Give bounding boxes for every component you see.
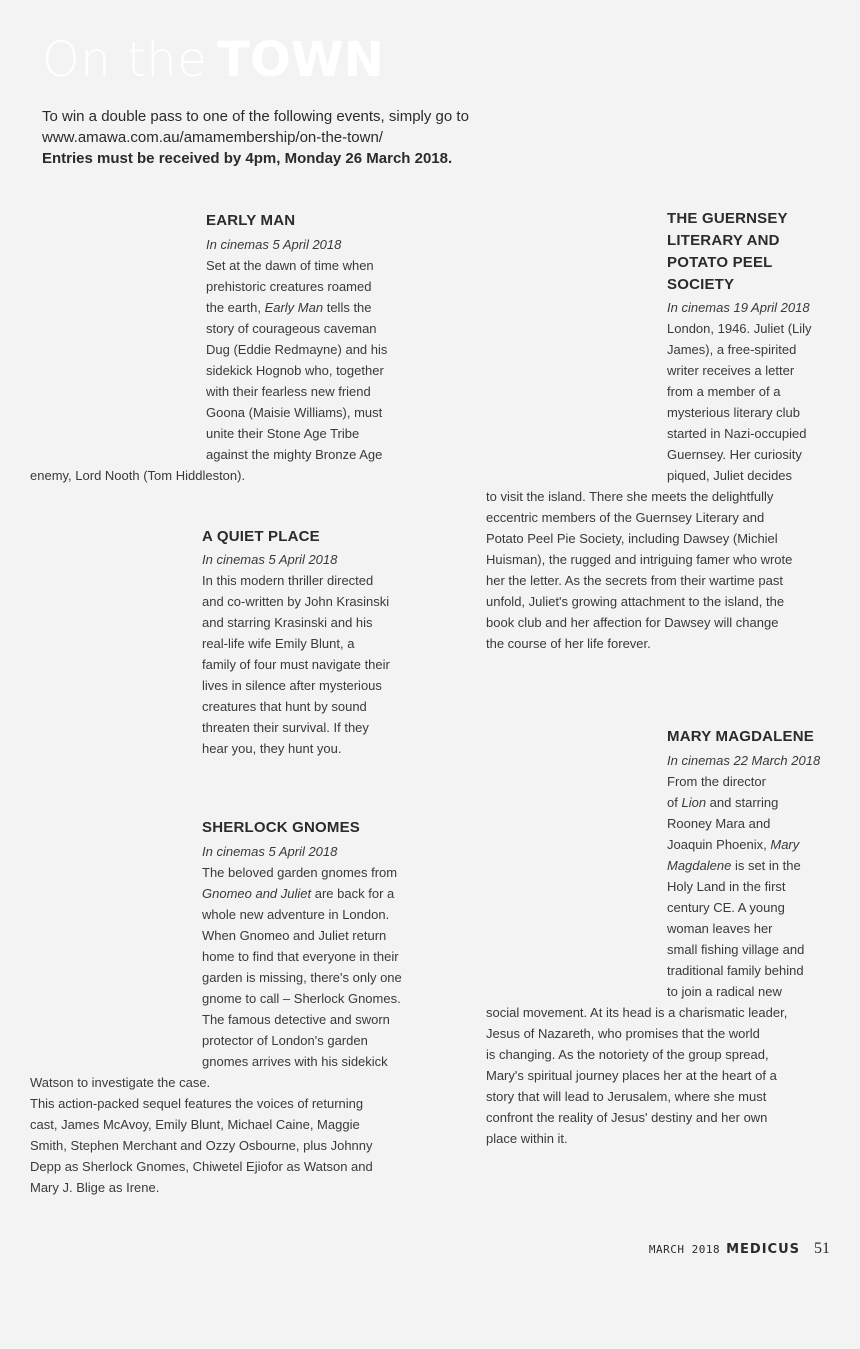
body-line: prehistoric creatures roamed [206, 279, 372, 294]
body-line: Mary's spiritual journey places her at the heart of a [486, 1068, 777, 1083]
body-line: Rooney Mara and [667, 816, 771, 831]
body-line: Dug (Eddie Redmayne) and his [206, 342, 388, 357]
body-line: small fishing village and [667, 942, 805, 957]
quiet-place-body [202, 570, 442, 759]
body-line: James), a free-spirited [667, 342, 797, 357]
body-line: woman leaves her [667, 921, 773, 936]
body-line: Goona (Maisie Williams), must [206, 405, 383, 420]
body-line: confront the reality of Jesus' destiny and her own [486, 1110, 768, 1125]
early-man-date: In cinemas 5 April 2018 [206, 237, 342, 252]
body-line: real-life wife Emily Blunt, a [202, 636, 355, 651]
intro-line: To win a double pass to one of the following events, simply go to [42, 108, 469, 125]
body-line: In this modern thriller directed [202, 573, 374, 588]
body-line: sidekick Hognob who, together [206, 363, 384, 378]
intro-text [42, 106, 602, 169]
sherlock-date: In cinemas 5 April 2018 [202, 844, 338, 859]
body-line: The beloved garden gnomes from [202, 865, 398, 880]
body-line: is changing. As the notoriety of the group spread, [486, 1047, 769, 1062]
body-line: and starring Krasinski and his [202, 615, 373, 630]
body-line: Joaquin Phoenix, Mary [667, 837, 800, 852]
body-line: This action-packed sequel features the voices of returning [30, 1096, 364, 1111]
body-line: enemy, Lord Nooth (Tom Hiddleston). [30, 468, 246, 483]
body-line: gnomes arrives with his sidekick [202, 1054, 388, 1069]
body-line: unfold, Juliet's growing attachment to the island, the [486, 594, 785, 609]
body-line: story that will lead to Jerusalem, where she must [486, 1089, 767, 1104]
body-line: from a member of a [667, 384, 781, 399]
body-line: hear you, they hunt you. [202, 741, 342, 756]
mary-magdalene-body [486, 771, 836, 1149]
body-line: with their fearless new friend [206, 384, 371, 399]
body-line: Smith, Stephen Merchant and Ozzy Osbourne, plus Johnny [30, 1138, 373, 1153]
intro-url: www.amawa.com.au/amamembership/on-the-town/ [42, 129, 383, 146]
early-man-title: EARLY MAN [206, 212, 296, 229]
body-line: whole new adventure in London. [202, 907, 390, 922]
body-line: eccentric members of the Guernsey Literary and [486, 510, 765, 525]
body-line: Set at the dawn of time when [206, 258, 374, 273]
body-line: Jesus of Nazareth, who promises that the world [486, 1026, 760, 1041]
body-line: lives in silence after mysterious [202, 678, 382, 693]
body-line: to visit the island. There she meets the delightfully [486, 489, 774, 504]
quiet-place-date: In cinemas 5 April 2018 [202, 552, 338, 567]
mary-magdalene-title: MARY MAGDALENE [667, 728, 814, 745]
film-title: Gnomeo and Juliet [202, 886, 312, 901]
body-line: social movement. At its head is a charismatic leader, [486, 1005, 788, 1020]
page-title [42, 30, 384, 90]
body-line: home to find that everyone in their [202, 949, 399, 964]
body-line: century CE. A young [667, 900, 785, 915]
sherlock-title: SHERLOCK GNOMES [202, 819, 361, 836]
body-line: unite their Stone Age Tribe [206, 426, 360, 441]
body-line: family of four must navigate their [202, 657, 390, 672]
body-line: the earth, Early Man tells the [206, 300, 372, 315]
film-title: Early Man [264, 300, 324, 315]
page-footer [649, 1240, 830, 1262]
body-line: and co-written by John Krasinski [202, 594, 390, 609]
body-line: writer receives a letter [667, 363, 795, 378]
body-line: place within it. [486, 1131, 568, 1146]
body-line: Depp as Sherlock Gnomes, Chiwetel Ejiofor as Watson and [30, 1159, 373, 1174]
body-line: piqued, Juliet decides [667, 468, 793, 483]
body-line: garden is missing, there's only one [202, 970, 402, 985]
body-line: book club and her affection for Dawsey will change [486, 615, 779, 630]
body-line: started in Nazi-occupied [667, 426, 807, 441]
body-line: her the letter. As the secrets from their wartime past [486, 573, 783, 588]
body-line: Holy Land in the first [667, 879, 786, 894]
film-title: Lion [681, 795, 707, 810]
body-line: protector of London's garden [202, 1033, 368, 1048]
page-number: 51 [814, 1240, 830, 1257]
body-line: From the director [667, 774, 766, 789]
body-line: Gnomeo and Juliet are back for a [202, 886, 395, 901]
body-line: cast, James McAvoy, Emily Blunt, Michael Caine, Maggie [30, 1117, 360, 1132]
issue-date: MARCH 2018 [648, 1243, 721, 1256]
body-line: creatures that hunt by sound [202, 699, 367, 714]
body-line: to join a radical new [667, 984, 782, 999]
body-line: Magdalene is set in the [667, 858, 801, 873]
body-line: against the mighty Bronze Age [206, 447, 383, 462]
early-man-body [30, 255, 430, 486]
body-line: Mary J. Blige as Irene. [30, 1180, 160, 1195]
body-line: Huisman), the rugged and intriguing famer who wrote [486, 552, 793, 567]
body-line: When Gnomeo and Juliet return [202, 928, 387, 943]
intro-deadline: Entries must be received by 4pm, Monday 26 March 2018. [42, 150, 453, 167]
body-line: of Lion and starring [667, 795, 779, 810]
guernsey-date: In cinemas 19 April 2018 [667, 300, 810, 315]
body-line: London, 1946. Juliet (Lily [667, 321, 812, 336]
body-line: the course of her life forever. [486, 636, 651, 651]
body-line: Potato Peel Pie Society, including Dawsey (Michiel [486, 531, 778, 546]
film-title: Mary [770, 837, 800, 852]
body-line: story of courageous caveman [206, 321, 377, 336]
title-bold: TOWN [217, 32, 384, 88]
guernsey-title: THE GUERNSEY LITERARY AND POTATO PEEL SOCIETY [667, 210, 788, 293]
body-line: mysterious literary club [667, 405, 800, 420]
guernsey-body [486, 318, 836, 654]
quiet-place-title: A QUIET PLACE [202, 528, 320, 545]
publication-name: MEDICUS [726, 1242, 800, 1257]
body-line: threaten their survival. If they [202, 720, 369, 735]
film-title: Magdalene [667, 858, 732, 873]
body-line: gnome to call – Sherlock Gnomes. [202, 991, 401, 1006]
body-line: Guernsey. Her curiosity [667, 447, 802, 462]
mary-magdalene-date: In cinemas 22 March 2018 [667, 753, 821, 768]
title-light: On the [42, 32, 208, 88]
body-line: The famous detective and sworn [202, 1012, 390, 1027]
sherlock-body [30, 862, 440, 1198]
body-line: traditional family behind [667, 963, 804, 978]
body-line: Watson to investigate the case. [30, 1075, 211, 1090]
